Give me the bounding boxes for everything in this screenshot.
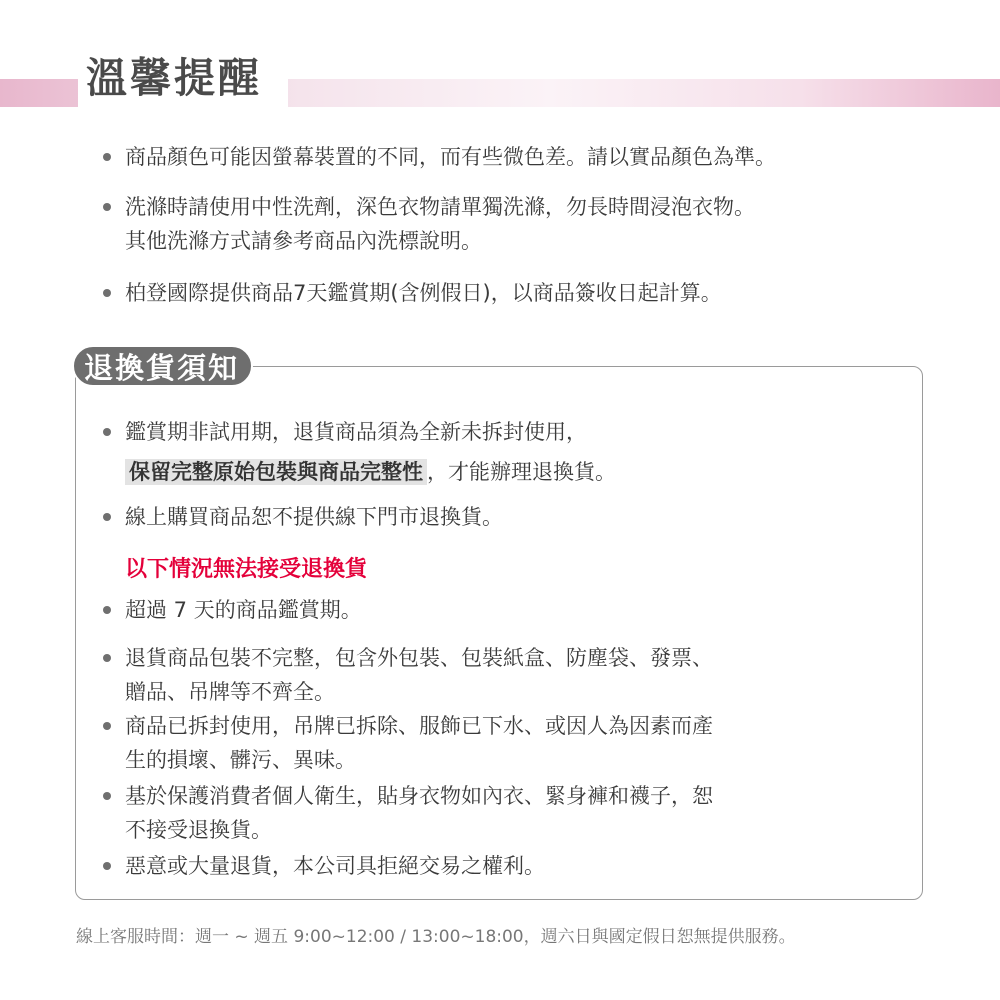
tip-item <box>125 140 776 174</box>
returns-text: 線上購買商品恕不提供線下門市退換貨。 <box>125 505 503 529</box>
tip-text: 柏登國際提供商品7天鑑賞期(含例假日)，以商品簽收日起計算。 <box>125 281 722 305</box>
bullet-icon <box>103 792 111 800</box>
exception-text: 惡意或大量退貨，本公司具拒絕交易之權利。 <box>125 854 545 878</box>
tip-text-line2: 其他洗滌方式請參考商品內洗標說明。 <box>125 229 482 253</box>
returns-title: 退換貨須知 <box>72 345 253 387</box>
bullet-icon <box>103 654 111 662</box>
bullet-icon <box>103 428 111 436</box>
service-hours-footer: 線上客服時間：週一 ~ 週五 9:00~12:00 / 13:00~18:00，週六日與國定假日恕無提供服務。 <box>76 927 796 947</box>
exception-text: 商品已拆封使用，吊牌已拆除、服飾已下水、或因人為因素而產 <box>125 714 713 738</box>
bullet-icon <box>103 289 111 297</box>
bullet-icon <box>103 606 111 614</box>
exception-item <box>125 849 545 883</box>
bullet-icon <box>103 722 111 730</box>
page-title: 溫馨提醒 <box>82 48 266 108</box>
exception-text: 退貨商品包裝不完整，包含外包裝、包裝紙盒、防塵袋、發票、 <box>125 646 713 670</box>
tip-text: 洗滌時請使用中性洗劑，深色衣物請單獨洗滌，勿長時間浸泡衣物。 <box>125 195 755 219</box>
returns-text: 鑑賞期非試用期，退貨商品須為全新未拆封使用， <box>125 420 587 444</box>
bullet-icon <box>103 203 111 211</box>
tip-item <box>125 276 722 310</box>
exception-item <box>125 641 713 709</box>
bullet-icon <box>103 153 111 161</box>
tip-text: 商品顏色可能因螢幕裝置的不同，而有些微色差。請以實品顏色為準。 <box>125 145 776 169</box>
exception-item <box>125 593 362 627</box>
highlight-text: 保留完整原始包裝與商品完整性 <box>125 459 427 485</box>
tip-item <box>125 190 755 258</box>
bullet-icon <box>103 862 111 870</box>
exception-item <box>125 709 713 777</box>
returns-item <box>125 412 616 492</box>
bullet-icon <box>103 513 111 521</box>
exception-text: 超過 7 天的商品鑑賞期。 <box>125 598 362 622</box>
returns-item <box>125 500 503 534</box>
exception-text-line2: 贈品、吊牌等不齊全。 <box>125 680 335 704</box>
returns-text-rest: ，才能辦理退換貨。 <box>427 460 616 484</box>
exception-text-line2: 生的損壞、髒污、異味。 <box>125 748 356 772</box>
exception-text: 基於保護消費者個人衛生，貼身衣物如內衣、緊身褲和襪子，恕 <box>125 784 713 808</box>
exceptions-heading: 以下情況無法接受退換貨 <box>125 557 368 582</box>
exception-item <box>125 779 713 847</box>
exception-text-line2: 不接受退換貨。 <box>125 818 272 842</box>
